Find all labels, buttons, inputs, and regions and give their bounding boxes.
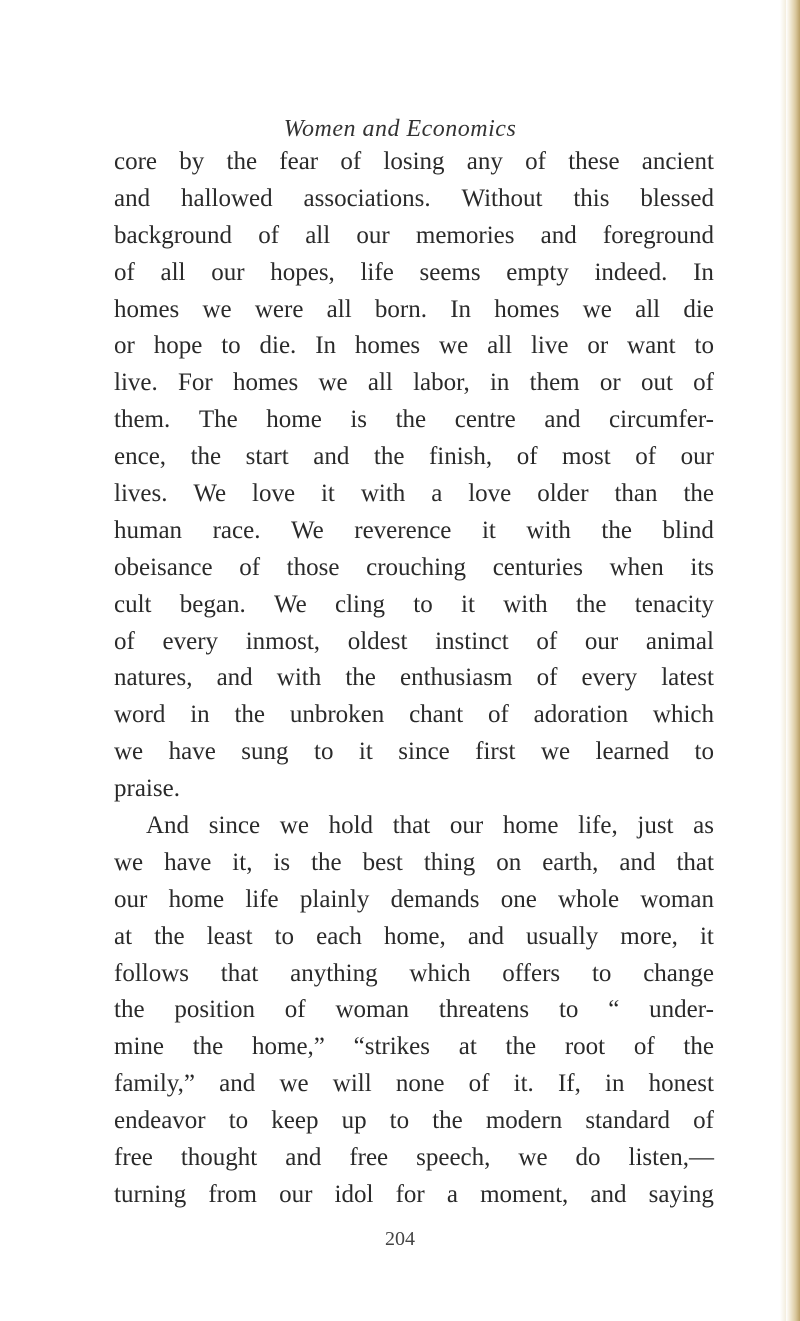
text-line [114, 439, 714, 476]
word: of [340, 148, 362, 175]
text-line [114, 956, 714, 993]
word: usually [526, 922, 599, 950]
word: the [575, 590, 607, 618]
word: idol [334, 1180, 374, 1208]
word: hope [153, 332, 203, 360]
word: all [635, 295, 661, 323]
word: chant [409, 701, 464, 729]
word: to [694, 332, 714, 360]
word: it, [232, 848, 253, 876]
word: the [601, 516, 632, 544]
word: home, [383, 922, 446, 950]
word: we [582, 295, 612, 323]
page-edge [786, 0, 800, 1321]
word: with [503, 590, 548, 618]
word: instinct [435, 627, 509, 655]
word: hopes, [270, 258, 335, 286]
word: position [174, 996, 255, 1024]
word: which [652, 701, 714, 729]
word: have [164, 848, 212, 876]
word: homes [354, 332, 421, 360]
word: and [285, 1144, 322, 1172]
word: first [475, 738, 516, 766]
word: and [544, 406, 581, 434]
word: woman [640, 885, 714, 913]
word: background [114, 221, 233, 249]
word: hallowed [181, 184, 273, 212]
word: learned [595, 738, 670, 766]
word: our [279, 1180, 313, 1208]
word: In [450, 295, 472, 323]
word: labor, [413, 369, 470, 397]
word: best [362, 848, 403, 876]
word: that [392, 812, 431, 840]
word: cling [335, 590, 385, 618]
word: Without [461, 184, 543, 212]
word: with [276, 664, 322, 692]
word: all [305, 221, 331, 249]
word: adoration [533, 701, 629, 729]
word: In [315, 332, 337, 360]
word: the [432, 1107, 463, 1135]
word: the [192, 1033, 224, 1061]
word: since [398, 738, 450, 766]
word: of [114, 627, 135, 655]
word: every [581, 664, 638, 692]
word: woman [335, 996, 410, 1024]
word: of [525, 148, 546, 175]
word: we [114, 738, 144, 766]
word: to [228, 1107, 249, 1135]
word: mine [114, 1033, 164, 1061]
word: animal [645, 627, 714, 655]
text-line [114, 919, 714, 956]
word: it [320, 480, 335, 508]
word: threatens [438, 996, 530, 1024]
word: that [676, 848, 714, 876]
word: For [177, 369, 213, 397]
word: And [146, 812, 190, 840]
word: honest [648, 1070, 714, 1098]
word: homes [114, 295, 180, 323]
word: just [637, 812, 674, 840]
word: finish, [428, 443, 493, 471]
word: this [573, 184, 610, 212]
word: to [694, 738, 714, 766]
word: from [208, 1180, 257, 1208]
word: with [360, 480, 406, 508]
word: them [529, 369, 580, 397]
word: at [458, 1033, 477, 1061]
text-line [114, 513, 714, 550]
word: none [395, 1070, 445, 1098]
body-text [114, 144, 714, 1214]
word: or [599, 369, 621, 397]
word: the [683, 1033, 714, 1061]
word: of [468, 1070, 490, 1098]
word: we [279, 812, 309, 840]
word: is [273, 848, 291, 876]
text-line [114, 476, 714, 513]
word: were [254, 295, 304, 323]
word: home,” [252, 1033, 325, 1061]
word: of [258, 221, 280, 249]
word: love [252, 480, 296, 508]
word: The [198, 406, 238, 434]
word: the [154, 922, 185, 950]
word: and [219, 1070, 256, 1098]
word: “ [608, 996, 620, 1024]
word: we [518, 1144, 548, 1172]
word: sung [241, 738, 289, 766]
word: oldest [347, 627, 408, 655]
text-line [114, 771, 714, 808]
word: We [274, 590, 307, 618]
word: memories [415, 221, 515, 249]
word: centre [454, 406, 516, 434]
word: one [500, 885, 537, 913]
word: and [467, 922, 504, 950]
word: circumfer- [609, 406, 714, 434]
word: empty [506, 258, 569, 286]
word: of [488, 701, 509, 729]
word: We [193, 480, 227, 508]
word: die. [259, 332, 297, 360]
word: homes [494, 295, 560, 323]
word: of [635, 443, 657, 471]
word: blessed [640, 184, 714, 212]
word: lives. [114, 480, 168, 508]
text-line [114, 660, 714, 697]
word: associations. [303, 184, 431, 212]
word: to [413, 590, 433, 618]
word: or [587, 332, 609, 360]
word: at [114, 922, 133, 950]
word: we [279, 1070, 309, 1098]
word: thought [180, 1144, 258, 1172]
word: which [409, 959, 471, 987]
word: free [114, 1144, 153, 1172]
word: we [318, 369, 348, 397]
word: to [274, 922, 295, 950]
word: each [316, 922, 362, 950]
word: fear [279, 148, 319, 175]
word: cult [114, 590, 152, 618]
word: the [226, 148, 258, 175]
word: losing [383, 148, 445, 175]
word: it [358, 738, 373, 766]
word: all [367, 369, 393, 397]
word: out [640, 369, 673, 397]
word: to [591, 959, 612, 987]
word: and [590, 1180, 627, 1208]
word: our [584, 627, 619, 655]
text-line [114, 1140, 714, 1177]
word: change [643, 959, 714, 987]
word: unbroken [289, 701, 385, 729]
word: its [690, 553, 714, 581]
page-number: 204 [385, 1228, 415, 1250]
word: seems [419, 258, 481, 286]
word: the [395, 406, 427, 434]
word: the [505, 1033, 537, 1061]
word: natures, [114, 664, 193, 692]
word: want [627, 332, 676, 360]
text-line [114, 734, 714, 771]
word: least [206, 922, 253, 950]
word: most [562, 443, 611, 471]
text-line [114, 845, 714, 882]
word: moment, [480, 1180, 569, 1208]
word: and [216, 664, 253, 692]
word: family,” [114, 1070, 195, 1098]
word: every [162, 627, 219, 655]
word: love [468, 480, 512, 508]
word: turning [114, 1180, 187, 1208]
word: blind [662, 516, 714, 544]
word: and [114, 184, 151, 212]
word: start [245, 443, 289, 471]
word: all [487, 332, 513, 360]
word: it. [513, 1070, 534, 1098]
word: endeavor [114, 1107, 206, 1135]
word: follows [114, 959, 189, 987]
word: live. [114, 369, 158, 397]
word: we [540, 738, 571, 766]
word: the [683, 480, 714, 508]
text-line [114, 328, 714, 365]
word: or [114, 332, 135, 360]
word: in [190, 701, 210, 729]
text-line [114, 144, 714, 181]
text-line [114, 181, 714, 218]
word: to [558, 996, 579, 1024]
word: die [683, 295, 714, 323]
word: the [114, 996, 145, 1024]
word: a [446, 1180, 458, 1208]
word: home [168, 885, 225, 913]
word: In [693, 258, 714, 286]
word: than [614, 480, 658, 508]
word: hold [328, 812, 374, 840]
text-line [114, 624, 714, 661]
word: crouching [366, 553, 467, 581]
word: human [114, 516, 183, 544]
word: to [389, 1107, 410, 1135]
word: it [461, 590, 475, 618]
word: and [540, 221, 577, 249]
word: born. [374, 295, 427, 323]
word: and [619, 848, 656, 876]
word: we [439, 332, 469, 360]
word: ancient [641, 148, 714, 175]
word: saying [648, 1180, 714, 1208]
running-head: Women and Economics [283, 116, 517, 142]
word: home [266, 406, 322, 434]
word: ence, [114, 443, 167, 471]
word: our [211, 258, 245, 286]
word: free [349, 1144, 389, 1172]
text-line [114, 402, 714, 439]
text-line [114, 1066, 714, 1103]
word: If, [557, 1070, 581, 1098]
word: anything [290, 959, 378, 987]
word: of [536, 664, 558, 692]
text-line [114, 697, 714, 734]
word: a [431, 480, 443, 508]
word: speech, [416, 1144, 491, 1172]
word: older [537, 480, 589, 508]
word: of [693, 369, 714, 397]
word: these [568, 148, 620, 175]
text-line [114, 550, 714, 587]
word: listen,— [628, 1144, 714, 1172]
text-line [114, 365, 714, 402]
word: up [341, 1107, 367, 1135]
text-line [114, 808, 714, 845]
text-line [114, 587, 714, 624]
word: live [530, 332, 569, 360]
word: that [220, 959, 259, 987]
word: of [239, 553, 261, 581]
word: for [395, 1180, 425, 1208]
word: enthusiasm [400, 664, 513, 692]
word: more, [620, 922, 678, 950]
word: have [168, 738, 216, 766]
word: all [160, 258, 186, 286]
word: to [221, 332, 241, 360]
word: in [489, 369, 510, 397]
word: race. [212, 516, 261, 544]
word: centuries [492, 553, 583, 581]
word: by [179, 148, 205, 175]
word: of [633, 1033, 655, 1061]
word: those [286, 553, 340, 581]
word: the [234, 701, 266, 729]
word: our [356, 221, 390, 249]
word: we [202, 295, 232, 323]
word: standard [585, 1107, 671, 1135]
word: obeisance [114, 553, 213, 581]
word: reverence [354, 516, 452, 544]
word: in [605, 1070, 625, 1098]
word: earth, [542, 848, 599, 876]
word: to [314, 738, 334, 766]
word: all [326, 295, 352, 323]
word: when [609, 553, 664, 581]
word: latest [661, 664, 714, 692]
word: “strikes [353, 1033, 431, 1061]
word: will [332, 1070, 372, 1098]
word: inmost, [245, 627, 321, 655]
word: home [502, 812, 559, 840]
text-line [114, 1103, 714, 1140]
text-line [114, 218, 714, 255]
word: life, [578, 812, 618, 840]
text-line [114, 882, 714, 919]
word: praise. [114, 775, 180, 803]
word: core [114, 148, 158, 175]
word: offers [502, 959, 561, 987]
word: our [680, 443, 714, 471]
word: of [536, 627, 558, 655]
text-line [114, 1029, 714, 1066]
word: do [575, 1144, 601, 1172]
word: indeed. [594, 258, 668, 286]
word: homes [232, 369, 299, 397]
word: as [693, 812, 714, 840]
word: any [466, 148, 503, 175]
word: our [114, 885, 148, 913]
word: is [350, 406, 368, 434]
word: of [516, 443, 538, 471]
word: and [313, 443, 350, 471]
word: began. [179, 590, 246, 618]
word: life [360, 258, 394, 286]
word: with [526, 516, 571, 544]
word: it [481, 516, 496, 544]
word: modern [485, 1107, 563, 1135]
word: foreground [602, 221, 714, 249]
word: of [693, 1107, 714, 1135]
word: plainly [299, 885, 370, 913]
word: thing [423, 848, 476, 876]
word: demands [390, 885, 480, 913]
word: the [190, 443, 222, 471]
word: of [114, 258, 135, 286]
word: tenacity [634, 590, 714, 618]
word: word [114, 701, 166, 729]
word: our [449, 812, 484, 840]
word: we [114, 848, 144, 876]
word: root [564, 1033, 606, 1061]
word: We [291, 516, 324, 544]
word: the [373, 443, 405, 471]
word: life [245, 885, 279, 913]
word: the [311, 848, 342, 876]
word: whole [558, 885, 620, 913]
word: of [284, 996, 306, 1024]
text-line [114, 255, 714, 292]
word: the [345, 664, 376, 692]
text-line [114, 292, 714, 329]
word: it [699, 922, 714, 950]
word: them. [114, 406, 171, 434]
word: keep [271, 1107, 319, 1135]
text-line [114, 992, 714, 1029]
word: since [208, 812, 261, 840]
text-line [114, 1177, 714, 1214]
word: on [496, 848, 522, 876]
word: under- [649, 996, 714, 1024]
